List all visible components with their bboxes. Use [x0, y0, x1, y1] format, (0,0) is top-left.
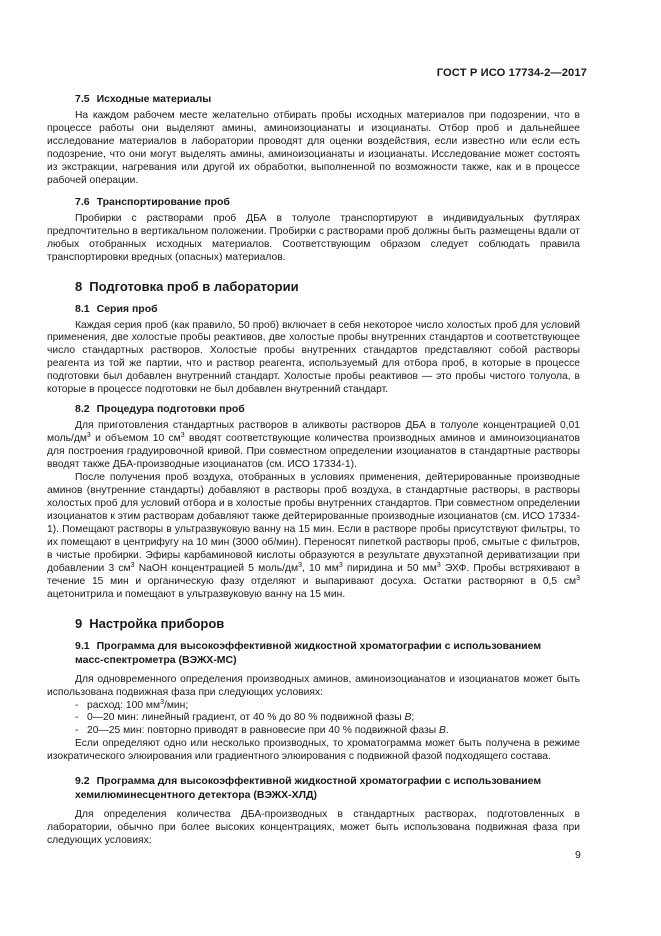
document-header: ГОСТ Р ИСО 17734-2—2017 — [436, 67, 587, 79]
section-number: 9.1 — [75, 639, 90, 652]
section-9-1-heading — [75, 639, 580, 653]
section-number: 7.5 — [75, 93, 90, 105]
section-number: 9 — [75, 615, 83, 631]
section-8-2-paragraph-2: После получения проб воздуха, отобранных в условиях применения, дейтерированные производные аминов (внутренние стандарты) добавляют в растворы проб воздуха, в стандартные растворы, в растворы холостых проб для условий отбора и в холостые пробы внутренних стандартов. При совместном определении изоцианатов к этим растворам добавляют также дейтерированные производные изоцианатов (см. ИСО 17334-1). Помещают растворы в ультразвуковую ванну на 15 мин. Если в растворе пробы присутствуют фильтры, то их помещают в центрифугу на 10 мин (3000 об/мин). Переносят пипеткой растворы проб, смытые с фильтров, в чистые пробирки. Эфиры карбаминовой кислоты образуются в результате двухэтапной дериватизации при добавлении 3 $см^3$ NaOH концентрацией 5 моль/$дм^3$, 10 $мм^3$ пиридина и 50 $мм^3$ ЭХФ. Пробы встряхивают в течение 15 мин и органическую фазу отделяют и выпаривают досуха. Остатки растворяют в 0,5 $см^3$ ацетонитрила и помещают в ультразвуковую ванну на 15 мин. — [47, 472, 580, 600]
section-8-1-paragraph: Каждая серия проб (как правило, 50 проб) включает в себя некоторое число холостых проб для условий применения, две холостые пробы реактивов, две холостые пробы внутренних стандартов и соответствующее число стандартных растворов. Холостые пробы внутренних стандартов представляют собой растворы реагента из той же партии, что и раствор реагента, используемый для отбора проб, в которые в процессе подготовки был добавлен внутренний стандарт. Холостые пробы реактивов — это пробы чистого толуола, в которые в процессе подготовки не был добавлен внутренний стандарт. — [47, 319, 580, 396]
section-7-5-paragraph: На каждом рабочем месте желательно отбирать пробы исходных материалов при подозрении, что в процессе работы они выделяют амины, аминоизоцианаты и изоцианаты. Отбор проб и дальнейшее исследование материалов в лаборатории проводят для оценки воздействия, если известно или если есть подозрение, что они могут выделять амины, аминоизоцианаты и изоцианаты. Исследование может состоять из экстракции, нагревания или другой их обработки, выполненной по возможности также, как и в процессе рабочей операции. — [47, 110, 580, 186]
section-9-1-heading-line2: масс-спектрометра (ВЭЖХ-МС) — [75, 653, 237, 666]
section-8-1-heading — [75, 302, 580, 316]
conditions-list — [47, 700, 580, 739]
section-7-6-paragraph: Пробирки с растворами проб ДБА в толуоле транспортируют в индивидуальных футлярах предпочтительно в вертикальном положении. Пробирки с растворами проб должны быть размещены вдали от любых отобранных исходных материалов. Соответствующим образом следует соблюдать правила транспортировки вредных (опасных) материалов. — [47, 212, 580, 263]
document-body — [47, 92, 580, 848]
section-title: Исходные материалы — [96, 93, 212, 105]
section-title: Серия проб — [96, 302, 158, 315]
section-title: Подготовка проб в лаборатории — [89, 278, 299, 294]
section-9-2-heading-line2: хемилюминесцентного детектора (ВЭЖХ-ХЛД) — [75, 789, 318, 802]
section-7-5-heading — [75, 92, 580, 106]
section-7-6-heading — [75, 195, 580, 209]
list-item: - 20—25 мин: повторно приводят в равновесие при 40 % подвижной фазы B. — [47, 725, 580, 738]
section-8-2-paragraph-1: Для приготовления стандартных растворов в аликвоты растворов ДБА в толуоле концентрацией 0,01 моль/$дм^3$ и объемом 10 $см^3$ вводят соответствующие количества производных аминов и аминоизоцианатов для построения градуировочной кривой. При совместном определении изоцианатов в стандартные растворы вводят также ДБА-производные изоцианатов (см. ИСО 17334-1). — [47, 420, 580, 471]
section-9-1-paragraph-1: Для одновременного определения производных аминов, аминоизоцианатов и изоцианатов может быть использована подвижная фаза при следующих условиях: — [47, 673, 580, 698]
section-number: 8.1 — [75, 302, 90, 315]
section-9-1-paragraph-2: Если определяют одно или несколько производных, то хроматограмма может быть получена в режиме изократического элюирования или градиентного элюирования с подвижной фазой подходящего состава. — [47, 738, 580, 763]
section-9-2-heading — [75, 774, 580, 788]
list-item: - 0—20 мин: линейный градиент, от 40 % до 80 % подвижной фазы B; — [47, 712, 580, 725]
section-9-2-paragraph: Для определения количества ДБА-производных в стандартных растворах, подготовленных в лаборатории, обычно при более высоких концентрациях, может быть использована подвижная фаза при следующих условиях: — [47, 809, 580, 847]
section-title: Транспортирование проб — [96, 195, 230, 208]
section-number: 8.2 — [75, 403, 90, 416]
section-title: Настройка приборов — [89, 615, 225, 631]
section-8-heading — [75, 279, 580, 295]
section-title: Программа для высокоэффективной жидкостной хроматографии с использованием — [96, 775, 542, 788]
list-item: - расход: 100 $мм^3$/мин; — [47, 700, 580, 713]
section-title: Процедура подготовки проб — [96, 403, 245, 416]
section-number: 9.2 — [75, 775, 90, 788]
section-title: Программа для высокоэффективной жидкостной хроматографии с использованием — [96, 639, 542, 652]
page-number: 9 — [575, 849, 581, 861]
section-9-heading — [75, 616, 580, 632]
section-number: 8 — [75, 278, 83, 294]
section-8-2-heading — [75, 402, 580, 416]
section-number: 7.6 — [75, 195, 90, 208]
